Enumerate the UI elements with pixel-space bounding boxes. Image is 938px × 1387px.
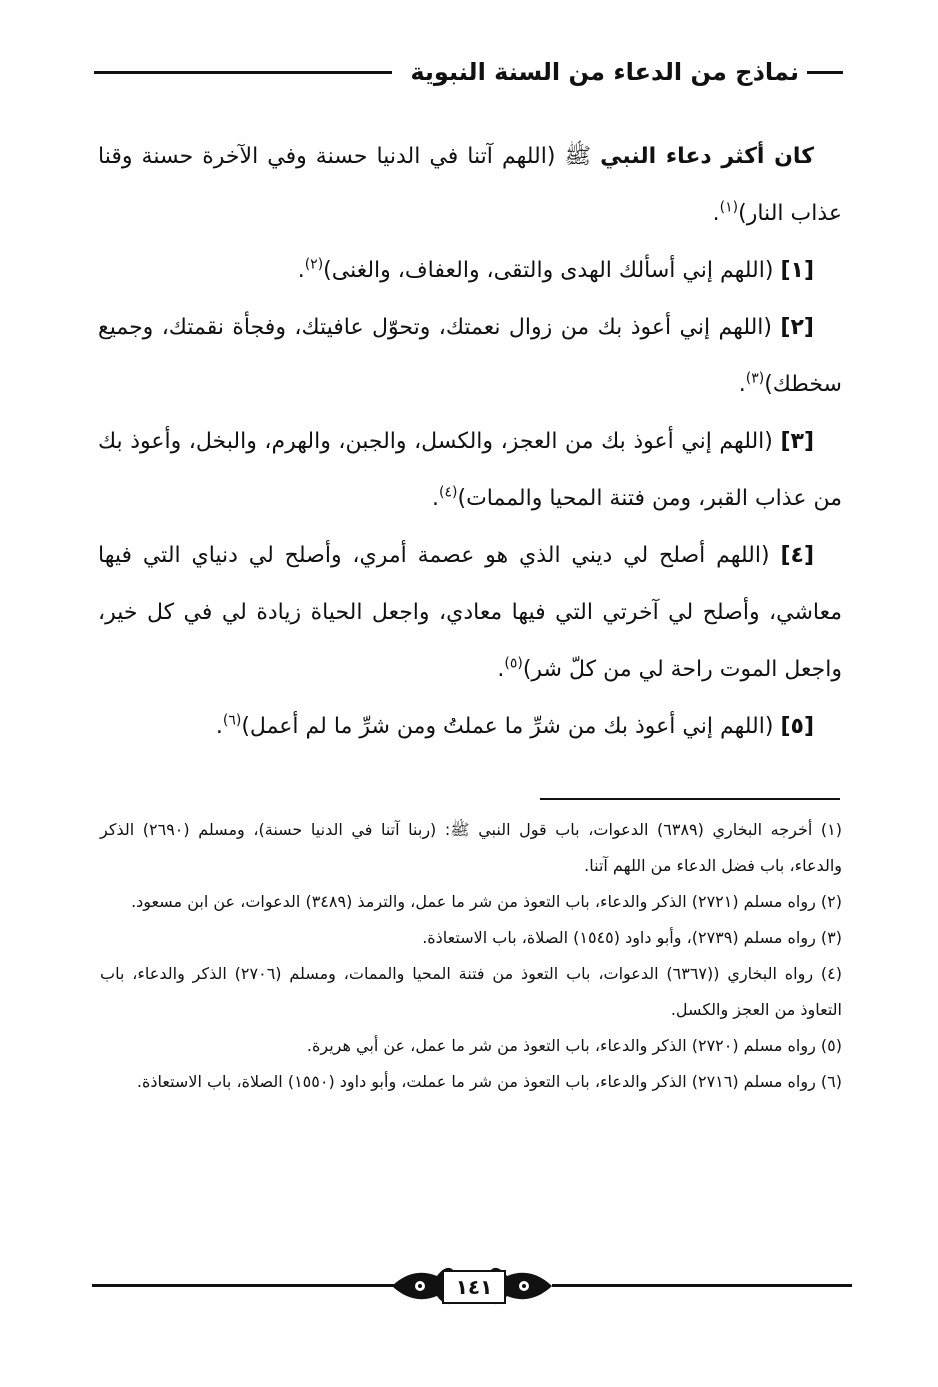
footnote-ref: (٦)	[222, 712, 242, 729]
footnote-1: (١) أخرجه البخاري (٦٣٨٩) الدعوات، باب قول النبي ﷺ: (ربنا آتنا في الدنيا حسنة)، ومسلم (٢٦٩٠) الذكر والدعاء، باب فضل الدعاء من اللهم آتنا.	[100, 820, 842, 875]
item-number: [٥]	[780, 714, 814, 739]
dua-item-4	[98, 527, 842, 698]
item-number: [٢]	[780, 315, 814, 340]
footnote-3: (٣) رواه مسلم (٢٧٣٩)، وأبو داود (١٥٤٥) الصلاة، باب الاستعاذة.	[422, 928, 842, 947]
item-end: .	[432, 486, 440, 511]
header-rule	[94, 71, 392, 74]
footnote-ref: (١)	[719, 199, 739, 216]
footnote-4: (٤) رواه البخاري ((٦٣٦٧) الدعوات، باب التعوذ من فتنة المحيا والممات، ومسلم (٢٧٠٦) الذكر والدعاء، باب التعاوذ من العجز والكسل.	[100, 964, 843, 1019]
intro-end: .	[712, 201, 720, 226]
footnote-2: (٢) رواه مسلم (٢٧٢١) الذكر والدعاء، باب التعوذ من شر ما عمل، والترمذ (٣٤٨٩) الدعوات، عن ابن مسعود.	[131, 892, 842, 911]
intro-text: (اللهم آتنا في الدنيا حسنة وفي الآخرة حسنة وقنا عذاب النار)	[98, 144, 842, 226]
item-text: (اللهم إني أعوذ بك من العجز، والكسل، والجبن، والهرم، والبخل، وأعوذ بك من عذاب القبر، ومن فتنة المحيا والممات)	[98, 429, 842, 511]
item-text: (اللهم إني أسألك الهدى والتقى، والعفاف، والغنى)	[323, 258, 774, 283]
footnote-5: (٥) رواه مسلم (٢٧٢٠) الذكر والدعاء، باب التعوذ من شر ما عمل، عن أبي هريرة.	[306, 1036, 842, 1055]
footnote-ref: (٢)	[304, 256, 324, 273]
dua-item-2	[98, 299, 842, 413]
page-footer	[92, 1262, 852, 1310]
intro-lead: كان أكثر دعاء النبي	[600, 144, 814, 169]
item-end: .	[497, 657, 505, 682]
footnote-separator	[540, 798, 840, 800]
footnote-ref: (٥)	[504, 655, 523, 672]
running-header	[94, 52, 843, 92]
header-title: نماذج من الدعاء من السنة النبوية	[410, 58, 799, 86]
dua-item-3	[98, 413, 842, 527]
footnote-6: (٦) رواه مسلم (٢٧١٦) الذكر والدعاء، باب التعوذ من شر ما عملت، وأبو داود (١٥٥٠) الصلاة، باب الاستعاذة.	[136, 1072, 842, 1091]
dua-item-1	[98, 242, 842, 299]
item-text: (اللهم إني أعوذ بك من زوال نعمتك، وتحوّل عافيتك، وفجأة نقمتك، وجميع سخطك)	[98, 315, 842, 397]
footer-rule-right	[552, 1284, 852, 1287]
intro-paragraph	[98, 128, 842, 242]
footer-rule-left	[92, 1284, 402, 1287]
page-number: ١٤١	[442, 1270, 506, 1304]
item-end: .	[297, 258, 305, 283]
dua-item-5	[98, 698, 842, 755]
honorific-symbol: ﷺ	[564, 144, 592, 169]
item-text: (اللهم أصلح لي ديني الذي هو عصمة أمري، وأصلح لي دنياي التي فيها معاشي، وأصلح لي آخرتي التي فيها معادي، واجعل الحياة زيادة لي في كل خير، واجعل الموت راحة لي من كلّ شر)	[98, 543, 842, 682]
item-text: (اللهم إني أعوذ بك من شرِّ ما عملتُ ومن شرِّ ما لم أعمل)	[241, 714, 774, 739]
item-number: [٣]	[780, 429, 814, 454]
main-text	[98, 128, 842, 755]
item-end: .	[215, 714, 223, 739]
footnotes	[100, 812, 842, 1100]
footnote-ref: (٤)	[439, 484, 458, 501]
item-number: [١]	[780, 258, 814, 283]
header-dash	[807, 71, 843, 74]
item-number: [٤]	[780, 543, 814, 568]
footnote-ref: (٣)	[745, 370, 765, 387]
item-end: .	[738, 372, 746, 397]
